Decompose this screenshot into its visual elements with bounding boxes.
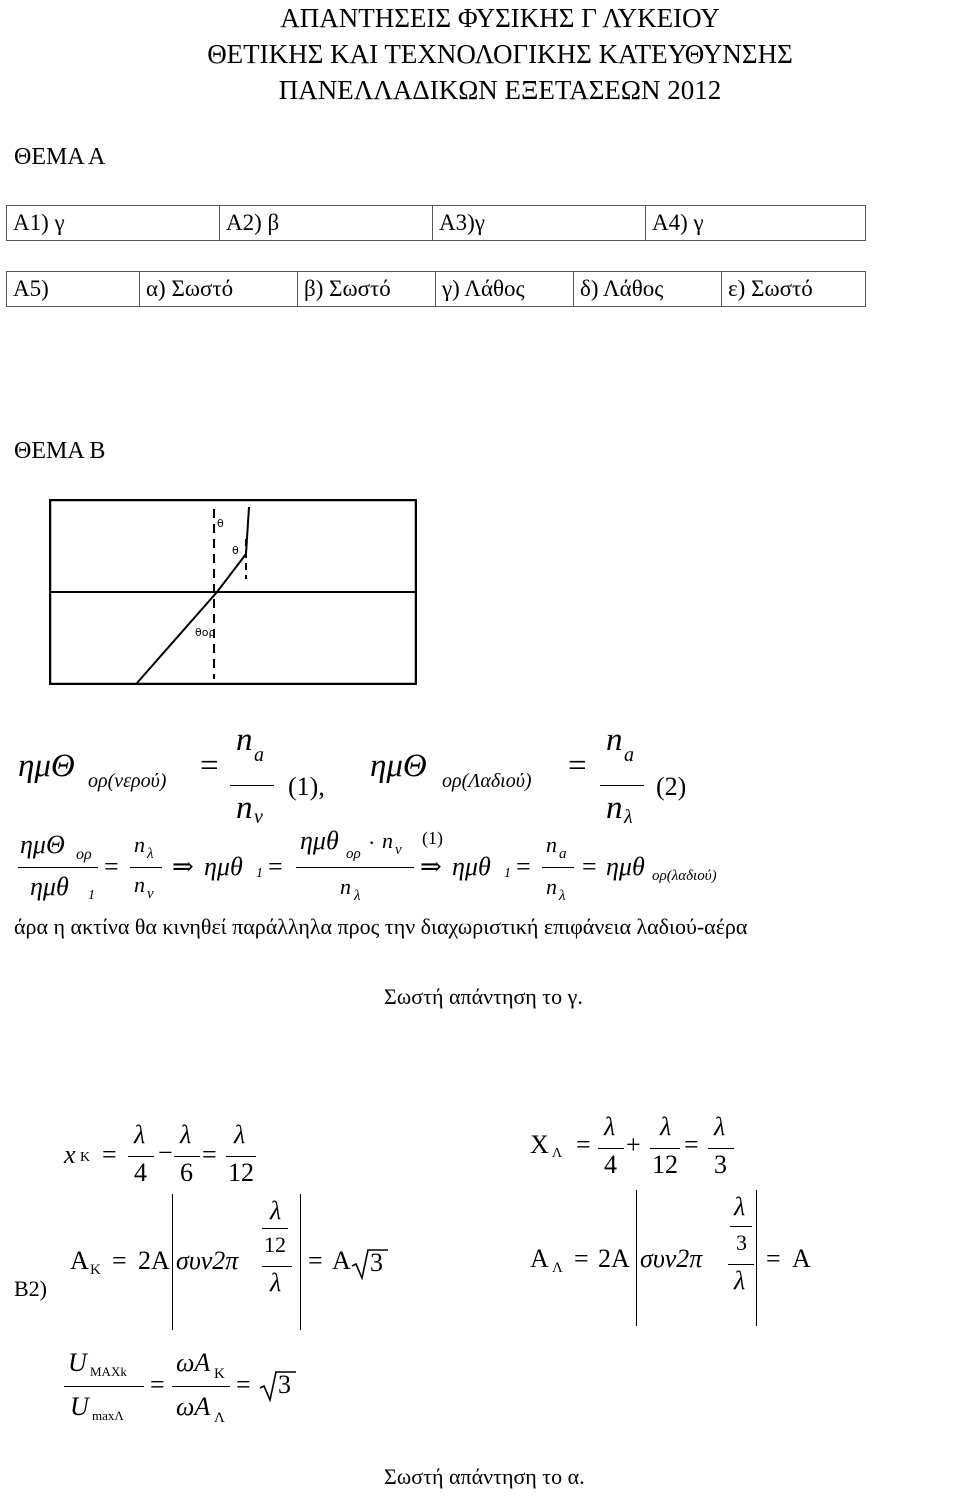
al-f-three: 3 bbox=[736, 1230, 747, 1255]
ak-root-3: 3 bbox=[370, 1248, 383, 1277]
answer-a5-c: γ) Λάθος bbox=[436, 272, 574, 307]
xl-f2-den: 12 bbox=[652, 1150, 678, 1179]
al-bar-left bbox=[636, 1190, 637, 1326]
eq3-hm2: ημθ bbox=[452, 852, 491, 881]
eq3-frac3-num-sub: a bbox=[559, 846, 567, 862]
al-f-mid-line bbox=[730, 1226, 752, 1227]
eq3-frac3-num: n bbox=[546, 832, 557, 857]
xl-f2-line bbox=[650, 1148, 680, 1149]
al-f-line bbox=[728, 1264, 754, 1265]
answer-a1: Α1) γ bbox=[7, 206, 220, 241]
eq3-num-sub: ορ bbox=[76, 846, 92, 863]
answer-a5-a: α) Σωστό bbox=[140, 272, 298, 307]
theme-b-heading: ΘΕΜΑ Β bbox=[14, 438, 106, 464]
u-den-u: U bbox=[70, 1392, 89, 1421]
al-a: Α bbox=[530, 1244, 549, 1273]
xl-f3-den: 3 bbox=[714, 1150, 727, 1179]
xl-f2-num: λ bbox=[660, 1112, 672, 1141]
eq3-frac-num-sub: λ bbox=[147, 846, 154, 862]
eq3-equals-2: = bbox=[268, 852, 283, 881]
ak-equals: = bbox=[112, 1246, 127, 1275]
figure-label-bottom: θορ bbox=[195, 626, 216, 639]
eq3-frac2-line bbox=[130, 867, 162, 868]
theme-a-heading: ΘΕΜΑ Α bbox=[14, 144, 106, 170]
eq3-big-num-nsub: ν bbox=[395, 842, 402, 858]
title-line-1: ΑΠΑΝΤΗΣΕΙΣ ΦΥΣΙΚΗΣ Γ ΛΥΚΕΙΟΥ bbox=[280, 3, 720, 33]
eq1-hm: ημΘ bbox=[18, 748, 75, 784]
ak-f-mid-line bbox=[262, 1228, 288, 1229]
answers-table-row1 bbox=[6, 205, 866, 241]
eq3-big-den-sub: λ bbox=[354, 888, 361, 904]
eq3-big-num-n: n bbox=[382, 828, 393, 853]
eq1-den-sub: ν bbox=[254, 806, 263, 828]
xk-f1-num: λ bbox=[134, 1120, 146, 1149]
eq3-big-den: n bbox=[340, 874, 351, 899]
answer-a2: Α2) β bbox=[220, 206, 433, 241]
xk-f1-line bbox=[128, 1156, 154, 1157]
al-sub: Λ bbox=[552, 1260, 563, 1276]
xl-f3-num: λ bbox=[714, 1112, 726, 1141]
eq3-den-hm: ημθ bbox=[30, 872, 69, 901]
eq2-hm: ημΘ bbox=[370, 748, 427, 784]
al-f-den: λ bbox=[734, 1266, 746, 1295]
xk-minus: − bbox=[158, 1138, 173, 1167]
u-num-u: U bbox=[68, 1348, 87, 1377]
eq3-den-sub: 1 bbox=[88, 888, 95, 903]
eq3-result-hm: ημθ bbox=[606, 852, 645, 881]
al-equals: = bbox=[574, 1244, 589, 1273]
ak-syn: συν2π bbox=[176, 1246, 239, 1275]
eq3-big-fraction-line bbox=[296, 867, 414, 868]
answer-a5-b: β) Σωστό bbox=[298, 272, 436, 307]
u-equals-2: = bbox=[236, 1370, 251, 1399]
ak-result-a: Α bbox=[332, 1246, 351, 1275]
eq3-frac3-den: n bbox=[546, 874, 557, 899]
answer-a5-e: ε) Σωστό bbox=[722, 272, 866, 307]
eq2-num-n: n bbox=[606, 722, 623, 758]
al-2a: 2Α bbox=[598, 1244, 630, 1273]
eq1-sub: ορ(νερού) bbox=[88, 770, 167, 792]
ak-2a: 2Α bbox=[138, 1246, 170, 1275]
xk-f2-num: λ bbox=[180, 1120, 192, 1149]
xk-f2-line bbox=[174, 1156, 200, 1157]
xk-f3-den: 12 bbox=[228, 1158, 254, 1187]
eq2-den-n: n bbox=[606, 790, 623, 826]
eq3-frac-num: n bbox=[134, 832, 145, 857]
xl-f1-num: λ bbox=[604, 1112, 616, 1141]
eq2-sub: ορ(Λαδιού) bbox=[442, 770, 532, 792]
eq3-fraction-line bbox=[18, 867, 98, 868]
ak-bar-left bbox=[172, 1194, 173, 1330]
al-result: Α bbox=[792, 1244, 811, 1273]
ak-bar-right bbox=[300, 1194, 301, 1330]
u-omega-num-sub: K bbox=[214, 1366, 225, 1382]
eq3-ref: (1) bbox=[422, 828, 443, 848]
answer-a5-d: δ) Λάθος bbox=[574, 272, 722, 307]
eq3-frac3-line bbox=[542, 867, 574, 868]
ak-sub: K bbox=[90, 1262, 101, 1278]
eq3-hm2-sub: 1 bbox=[504, 866, 511, 881]
eq2-equals: = bbox=[568, 748, 587, 784]
eq3-big-num-sub: ορ bbox=[346, 846, 361, 862]
eq3-equals-4: = bbox=[582, 852, 597, 881]
eq3-hm1: ημθ bbox=[204, 852, 243, 881]
eq3-hm1-sub: 1 bbox=[256, 866, 263, 881]
eq2-fraction-line bbox=[600, 785, 644, 786]
xl-sub: Λ bbox=[552, 1146, 563, 1161]
eq3-big-num-dot: · bbox=[368, 830, 376, 855]
title-line-3: ΠΑΝΕΛΛΑΔΙΚΩΝ ΕΞΕΤΑΣΕΩΝ 2012 bbox=[278, 75, 722, 105]
u-equals: = bbox=[150, 1370, 165, 1399]
title-line-2: ΘΕΤΙΚΗΣ ΚΑΙ ΤΕΧΝΟΛΟΓΙΚΗΣ ΚΑΤΕΥΘΥΝΣΗΣ bbox=[207, 39, 793, 69]
xl-x: X bbox=[530, 1130, 549, 1159]
u-omega-den: ωΑ bbox=[176, 1392, 211, 1421]
eq3-implies-1: ⇒ bbox=[172, 852, 194, 881]
answer-b1: Σωστή απάντηση το γ. bbox=[384, 984, 583, 1009]
xk-x: x bbox=[64, 1140, 76, 1169]
xk-equals: = bbox=[102, 1140, 117, 1169]
eq1-tag: (1), bbox=[288, 772, 325, 801]
answer-a4: Α4) γ bbox=[646, 206, 866, 241]
xk-f3-num: λ bbox=[234, 1120, 246, 1149]
al-bar-right bbox=[756, 1190, 757, 1326]
al-equals-2: = bbox=[766, 1244, 781, 1273]
ak-equals-2: = bbox=[308, 1246, 323, 1275]
al-f-num: λ bbox=[734, 1192, 746, 1221]
conclusion-text: άρα η ακτίνα θα κινηθεί παράλληλα προς την διαχωριστική επιφάνεια λαδιού-αέρα bbox=[14, 914, 748, 939]
ak-f-num: λ bbox=[270, 1196, 282, 1225]
xl-equals-2: = bbox=[684, 1130, 699, 1159]
eq1-equals: = bbox=[200, 748, 219, 784]
xk-f3-line bbox=[226, 1156, 256, 1157]
eq3-num-hm: ημΘ bbox=[20, 830, 65, 859]
answer-a3: Α3)γ bbox=[433, 206, 646, 241]
ak-f-den: λ bbox=[270, 1268, 282, 1297]
xl-f1-den: 4 bbox=[604, 1150, 617, 1179]
eq1-fraction-line bbox=[230, 785, 274, 786]
xl-plus: + bbox=[626, 1130, 641, 1159]
eq2-den-sub: λ bbox=[624, 806, 633, 828]
xk-f2-den: 6 bbox=[180, 1158, 193, 1187]
eq3-frac-den: n bbox=[134, 872, 145, 897]
al-syn: συν2π bbox=[640, 1244, 703, 1273]
b2-label: Β2) bbox=[14, 1276, 47, 1301]
eq3-equals: = bbox=[104, 852, 119, 881]
figure-label-mid: θ bbox=[232, 544, 239, 557]
figure-label-top: θ bbox=[217, 517, 224, 530]
eq3-frac3-den-sub: λ bbox=[559, 888, 566, 904]
xk-equals-2: = bbox=[202, 1140, 217, 1169]
answer-a5: Α5) bbox=[7, 272, 140, 307]
u-root-3: 3 bbox=[278, 1370, 291, 1399]
eq3-frac-den-sub: ν bbox=[147, 886, 154, 902]
xk-sub: K bbox=[80, 1150, 91, 1165]
ak-f-line bbox=[262, 1266, 292, 1267]
u-omega-line bbox=[172, 1386, 230, 1387]
ak-a: Α bbox=[70, 1246, 89, 1275]
u-num-sub: MAXk bbox=[90, 1364, 127, 1379]
xl-equals: = bbox=[576, 1130, 591, 1159]
answer-b2: Σωστή απάντηση το α. bbox=[384, 1464, 585, 1489]
u-fraction-line bbox=[64, 1386, 144, 1387]
ak-f-twelve: 12 bbox=[264, 1232, 286, 1257]
refraction-figure bbox=[49, 499, 417, 685]
eq1-num-n: n bbox=[236, 722, 253, 758]
xk-f1-den: 4 bbox=[134, 1158, 147, 1187]
u-omega-den-sub: Λ bbox=[214, 1410, 225, 1426]
eq3-big-num-hm: ημθ bbox=[300, 826, 339, 855]
u-omega-num: ωΑ bbox=[176, 1348, 211, 1377]
u-den-sub: maxΛ bbox=[92, 1408, 124, 1423]
eq1-num-sub: a bbox=[254, 744, 264, 766]
eq3-implies-2: ⇒ bbox=[420, 852, 442, 881]
eq3-result-sub: ορ(λαδιού) bbox=[652, 868, 717, 884]
xl-f3-line bbox=[708, 1148, 734, 1149]
eq3-equals-3: = bbox=[516, 852, 531, 881]
eq1-den-n: n bbox=[236, 790, 253, 826]
xl-f1-line bbox=[598, 1148, 624, 1149]
answers-table-row2 bbox=[6, 271, 866, 307]
eq2-num-sub: a bbox=[624, 744, 634, 766]
eq2-tag: (2) bbox=[656, 772, 687, 801]
